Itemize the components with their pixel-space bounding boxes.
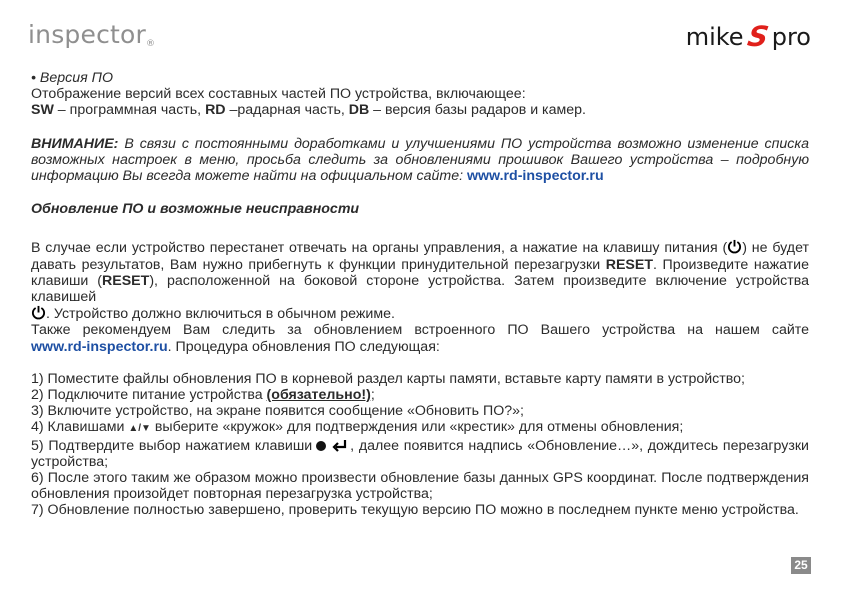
- logo-pro: pro: [771, 22, 811, 51]
- inspector-logo-text: inspector: [28, 20, 146, 49]
- update-heading: Обновление ПО и возможные неисправности: [31, 201, 360, 218]
- site-link[interactable]: www.rd-inspector.ru: [466, 168, 604, 185]
- warning-block: ВНИМАНИЕ: В связи с постоянными доработками и улучшениями ПО устройства возможно изменение списка возможных настроек в меню, просьба следить за обновлениями прошивок Вашего устройства – подробную информацию Вы всегда можете найти на официальном сайте: www.rd-inspector.ru: [31, 135, 809, 185]
- version-line1: Отображение версий всех составных частей ПО устройства, включающее:: [31, 86, 526, 103]
- rd-label: RD: [205, 102, 226, 119]
- enter-icon: [332, 439, 348, 453]
- step-6: 6) После этого таким же образом можно произвести обновление базы данных GPS координат. После подтверждения: [31, 470, 809, 487]
- step-5: 5) Подтвердите выбор нажатием клавиши , далее появится надпись «Обновление…», дождитесь перезагрузки: [31, 437, 809, 454]
- update-paragraph-1: В случае если устройство перестанет отвечать на органы управления, а нажатие на клавишу питания ( ) не будет давать результатов, Вам нужно прибегнуть к функции принудительной перезагрузки RESET. Произведите нажатие клавиши (RESET), расположенной на боковой стороне устройства. Затем произведите включение устройства клавишей . Устройство должно включиться в обычном режиме. Также рекомендуем Вам следить за обновлением встроенного ПО Вашего устройства на нашем сайте www.rd-inspector.ru. Процедура обновления ПО следующая:: [31, 240, 809, 355]
- update-steps: 1) Поместите файлы обновления ПО в корневой раздел карты памяти, вставьте карту памяти в устройство; 2) Подключите питание устройства (обязательно!); 3) Включите устройство, на экране появится сообщение «Обновить ПО?»; 4) Клавишами ▲/▼ выберите «кружок» для подтверждения или «крестик» для отмены обновления; 5) Подтвердите выбор нажатием клавиши , далее появится надпись «Обновление…», дождитесь перезагрузки устройства; 6) После этого таким же образом можно произвести обновление базы данных GPS координат. После подтверждения обновления произойдет повторная перезагрузка устройства; 7) Обновление полностью завершено, проверить текущую версию ПО можно в последнем пункте меню устройства.: [31, 370, 809, 519]
- warning-label: ВНИМАНИЕ:: [31, 135, 119, 152]
- step-3: 3) Включите устройство, на экране появится сообщение «Обновить ПО?»;: [31, 403, 524, 420]
- power-icon: [31, 305, 46, 320]
- page-number-badge: 25: [791, 557, 811, 574]
- registered-mark: ®: [146, 39, 156, 49]
- step-2: 2) Подключите питание устройства (обязательно!);: [31, 387, 375, 404]
- version-line2: SW – программная часть, RD –радарная часть, DB – версия базы радаров и камер.: [31, 102, 586, 119]
- step-7: 7) Обновление полностью завершено, проверить текущую версию ПО можно в последнем пункте меню устройства.: [31, 502, 799, 519]
- mike-s-pro-logo: [686, 20, 811, 53]
- power-icon: [727, 239, 742, 254]
- inspector-logo: [28, 20, 155, 49]
- circle-button-icon: [316, 441, 326, 451]
- step-4: 4) Клавишами ▲/▼ выберите «кружок» для подтверждения или «крестик» для отмены обновления;: [31, 419, 684, 436]
- logo-mike: mike: [685, 22, 744, 51]
- site-link-2[interactable]: www.rd-inspector.ru: [31, 338, 168, 355]
- up-down-arrows-icon: ▲/▼: [128, 423, 151, 435]
- reset-label: RESET: [605, 256, 654, 273]
- sw-label: SW: [31, 102, 54, 119]
- page-content: [31, 70, 809, 519]
- logo-s: S: [744, 20, 771, 53]
- db-label: DB: [348, 102, 370, 119]
- version-heading: • Версия ПО: [31, 70, 113, 86]
- step-1: 1) Поместите файлы обновления ПО в корневой раздел карты памяти, вставьте карту памяти в устройство;: [31, 370, 745, 387]
